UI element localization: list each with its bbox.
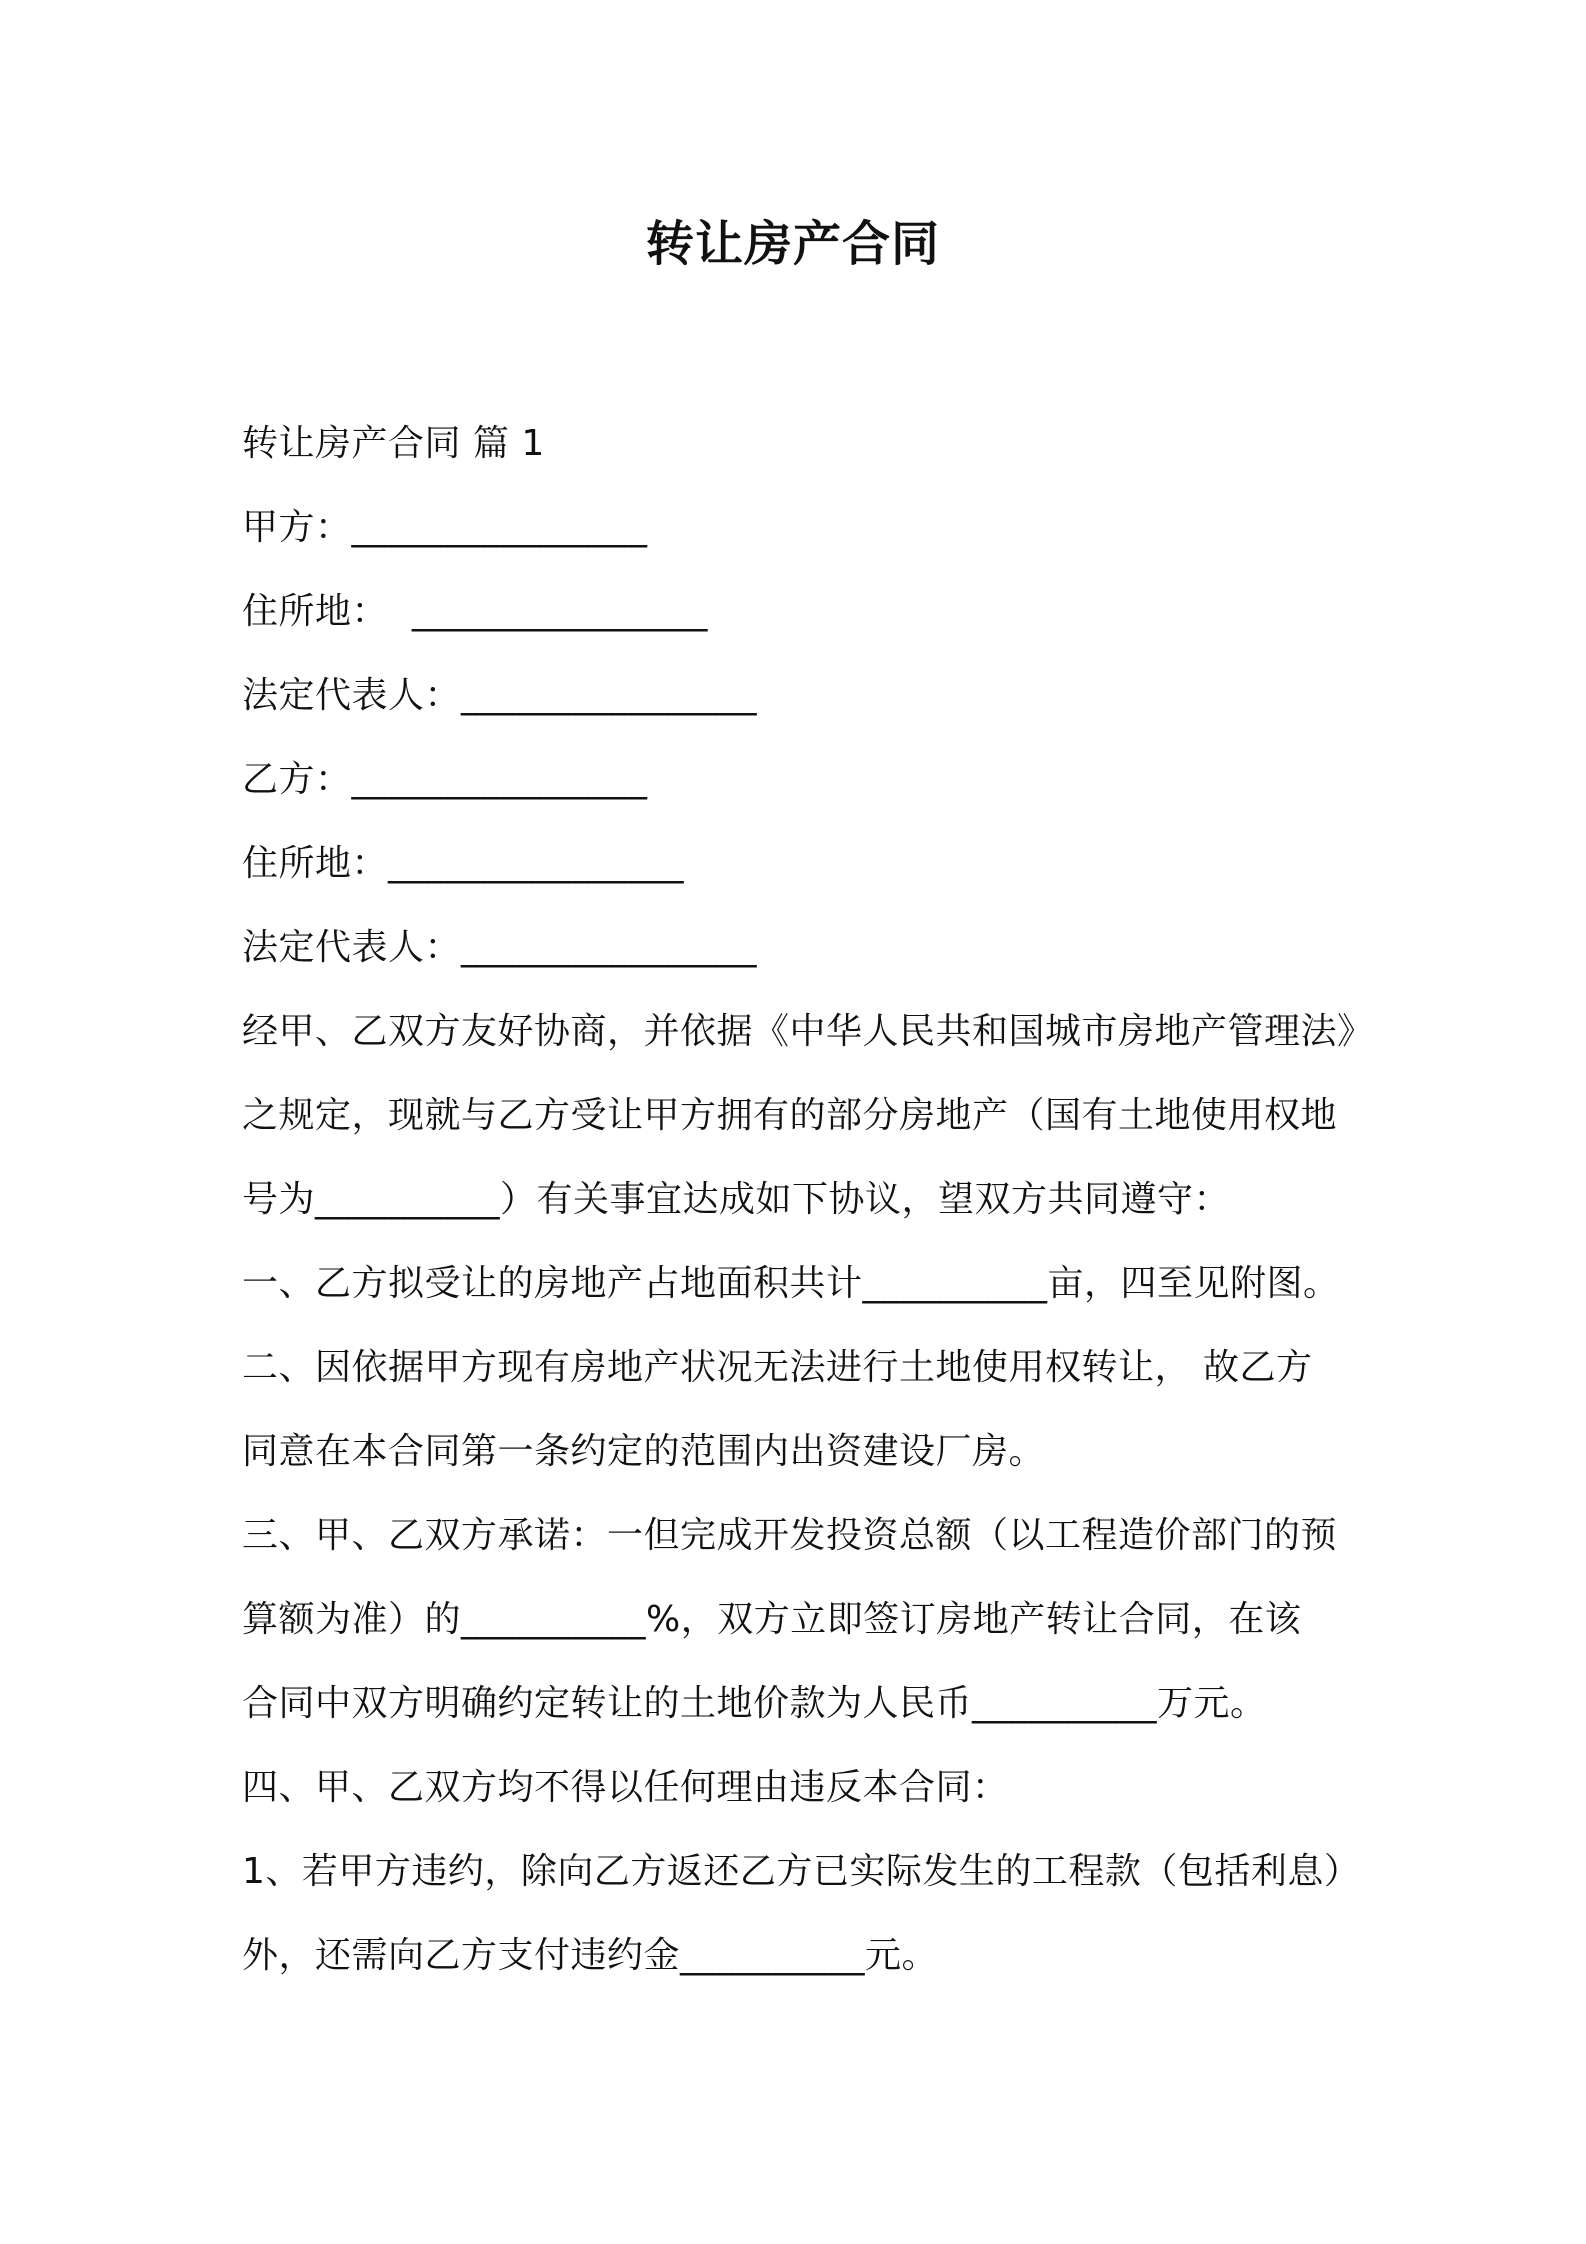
- clause-2-line: 二、因依据甲方现有房地产状况无法进行土地使用权转让， 故乙方: [242, 1347, 1313, 1388]
- party-b-representative-field: 法定代表人：________________: [242, 927, 758, 968]
- document-title: 转让房产合同: [645, 216, 940, 272]
- preamble-line: 经甲、乙双方友好协商，并依据《中华人民共和国城市房地产管理法》: [242, 1011, 1374, 1052]
- preamble-line: 号为__________）有关事宜达成如下协议，望双方共同遵守：: [242, 1179, 1231, 1220]
- clause-1: 一、乙方拟受让的房地产占地面积共计__________亩，四至见附图。: [242, 1263, 1340, 1304]
- party-a-representative-field: 法定代表人：________________: [242, 675, 758, 716]
- preamble-line: 之规定，现就与乙方受让甲方拥有的部分房地产（国有土地使用权地: [242, 1095, 1338, 1136]
- party-b-address-field: 住所地：________________: [242, 843, 685, 884]
- document-body: [242, 402, 1372, 1998]
- party-b-field: 乙方：________________: [242, 759, 648, 800]
- party-a-field: 甲方：________________: [242, 507, 648, 548]
- clause-2-line: 同意在本合同第一条约定的范围内出资建设厂房。: [242, 1431, 1046, 1472]
- party-a-address-field: 住所地： ________________: [242, 591, 708, 632]
- section-heading: 转让房产合同 篇 1: [242, 423, 545, 464]
- clause-4: 四、甲、乙双方均不得以任何理由违反本合同：: [242, 1767, 1009, 1808]
- clause-3-line: 三、甲、乙双方承诺：一但完成开发投资总额（以工程造价部门的预: [242, 1515, 1338, 1556]
- clause-3-line: 合同中双方明确约定转让的土地价款为人民币__________万元。: [242, 1683, 1267, 1724]
- clause-3-line: 算额为准）的__________%，双方立即签订房地产转让合同，在该: [242, 1599, 1302, 1640]
- clause-4-1-line: 1、若甲方违约，除向乙方返还乙方已实际发生的工程款（包括利息）: [242, 1851, 1361, 1892]
- clause-4-1-line: 外，还需向乙方支付违约金__________元。: [242, 1935, 939, 1976]
